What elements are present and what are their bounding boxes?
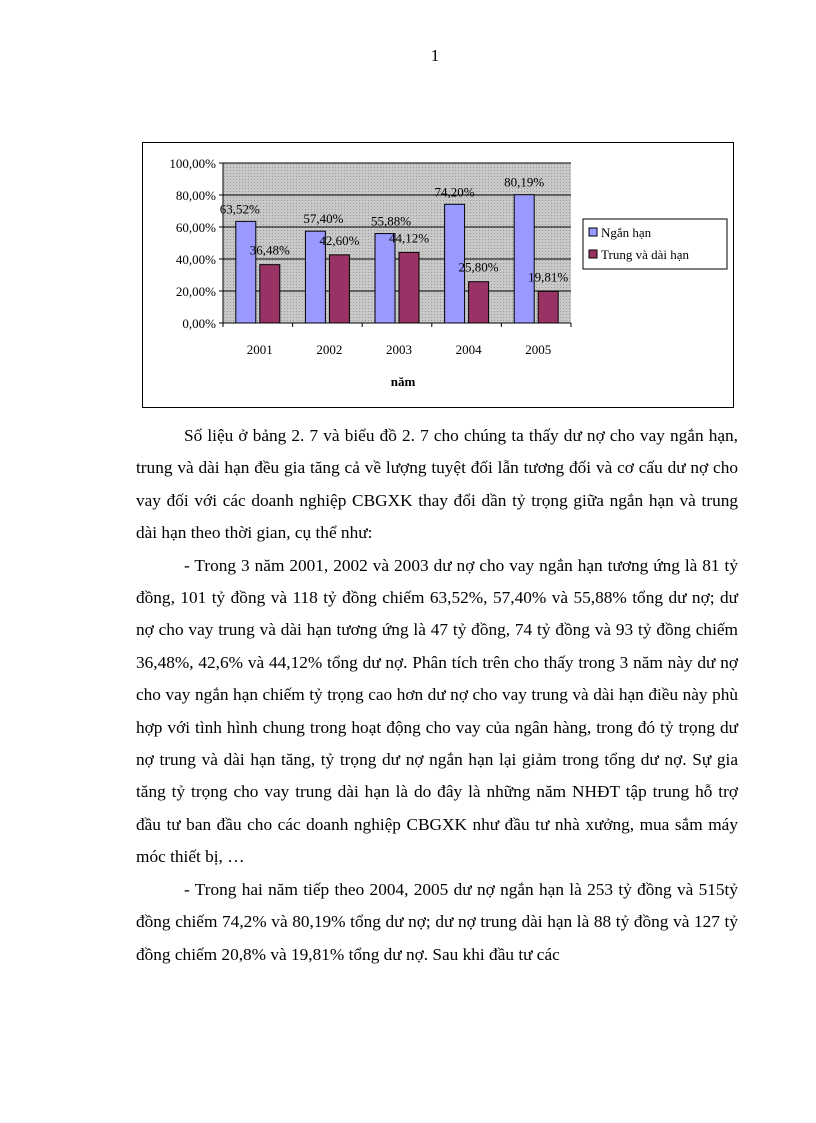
legend-swatch	[589, 250, 597, 258]
chart-svg	[143, 143, 733, 407]
x-tick-label: 2003	[386, 342, 412, 357]
data-label: 55,88%	[370, 213, 412, 229]
data-label: 36,48%	[249, 242, 290, 258]
paragraph-3: - Trong hai năm tiếp theo 2004, 2005 dư nợ ngắn hạn là 253 tỷ đồng và 515tỷ đồng chiếm 74,2% và 80,19% tổng dư nợ; dư nợ trung dài hạn là 88 tỷ đồng và 127 tỷ đồng chiếm 20,8% và 19,81% tổng dư nợ. Sau khi đầu tư các	[136, 879, 738, 964]
bar-trung-dai-han	[399, 252, 419, 323]
data-label: 42,60%	[319, 232, 360, 248]
y-tick-label: 100,00%	[169, 156, 216, 171]
data-label: 80,19%	[504, 174, 545, 190]
x-tick-label: 2005	[525, 342, 552, 357]
data-label: 44,12%	[388, 230, 430, 246]
y-tick-label: 40,00%	[175, 252, 216, 267]
y-tick-label: 80,00%	[175, 188, 216, 203]
paragraph-1: Số liệu ở bảng 2. 7 và biểu đồ 2. 7 cho chúng ta thấy dư nợ cho vay ngắn hạn, trung và dài hạn đều gia tăng cả về lượng tuyệt đối lẫn tương đối và cơ cấu dư nợ cho vay đối với các doanh nghiệp CBGXK thay đổi dần tỷ trọng giữa ngắn hạn và trung dài hạn theo thời gian, cụ thể như:	[136, 426, 738, 543]
bar-trung-dai-han	[329, 255, 349, 323]
data-label: 19,81%	[528, 269, 569, 285]
x-axis-label: năm	[390, 374, 416, 389]
y-tick-label: 60,00%	[175, 220, 216, 235]
bar-ngan-han	[375, 234, 395, 323]
data-label: 25,80%	[458, 259, 499, 275]
legend-label: Trung và dài hạn	[601, 247, 689, 262]
bar-trung-dai-han	[260, 265, 280, 323]
page-number: 1	[430, 46, 440, 65]
paragraph-2: - Trong 3 năm 2001, 2002 và 2003 dư nợ cho vay ngắn hạn tương ứng là 81 tỷ đồng, 101 tỷ đồng và 118 tỷ đồng chiếm 63,52%, 57,40% và 55,88% tổng dư nợ; dư nợ cho vay trung và dài hạn tương ứng là 47 tỷ đồng, 74 tỷ đồng và 93 tỷ đồng chiếm 36,48%, 42,6% và 44,12% tổng dư nợ. Phân tích trên cho thấy trong 3 năm này dư nợ cho vay ngắn hạn chiếm tỷ trọng cao hơn dư nợ cho vay trung và dài hạn điều này phù hợp với tình hình chung trong hoạt động cho vay của ngân hàng, trong đó tỷ trọng dư nợ trung và dài hạn tăng, tỷ trọng dư nợ ngắn hạn lại giảm trong tổng dư nợ. Sự gia tăng tỷ trọng cho vay trung dài hạn là do đây là những năm NHĐT tập trung hỗ trợ đầu tư ban đầu cho các doanh nghiệp CBGXK như đầu tư nhà xưởng, mua sắm máy móc thiết bị, …	[136, 555, 738, 867]
data-label: 74,20%	[434, 184, 475, 200]
legend-swatch	[589, 228, 597, 236]
bar-trung-dai-han	[538, 291, 558, 323]
bar-trung-dai-han	[469, 282, 489, 323]
x-tick-label: 2002	[316, 342, 343, 357]
bar-ngan-han	[514, 195, 534, 323]
bar-ngan-han	[236, 221, 256, 323]
x-tick-label: 2001	[246, 342, 273, 357]
legend-label: Ngắn hạn	[601, 225, 652, 240]
x-tick-label: 2004	[455, 342, 482, 357]
y-tick-label: 0,00%	[182, 316, 216, 331]
body-text	[136, 420, 738, 971]
data-label: 57,40%	[303, 211, 344, 227]
y-tick-label: 20,00%	[175, 284, 216, 299]
bar-chart	[142, 142, 734, 408]
data-label: 63,52%	[219, 201, 260, 217]
